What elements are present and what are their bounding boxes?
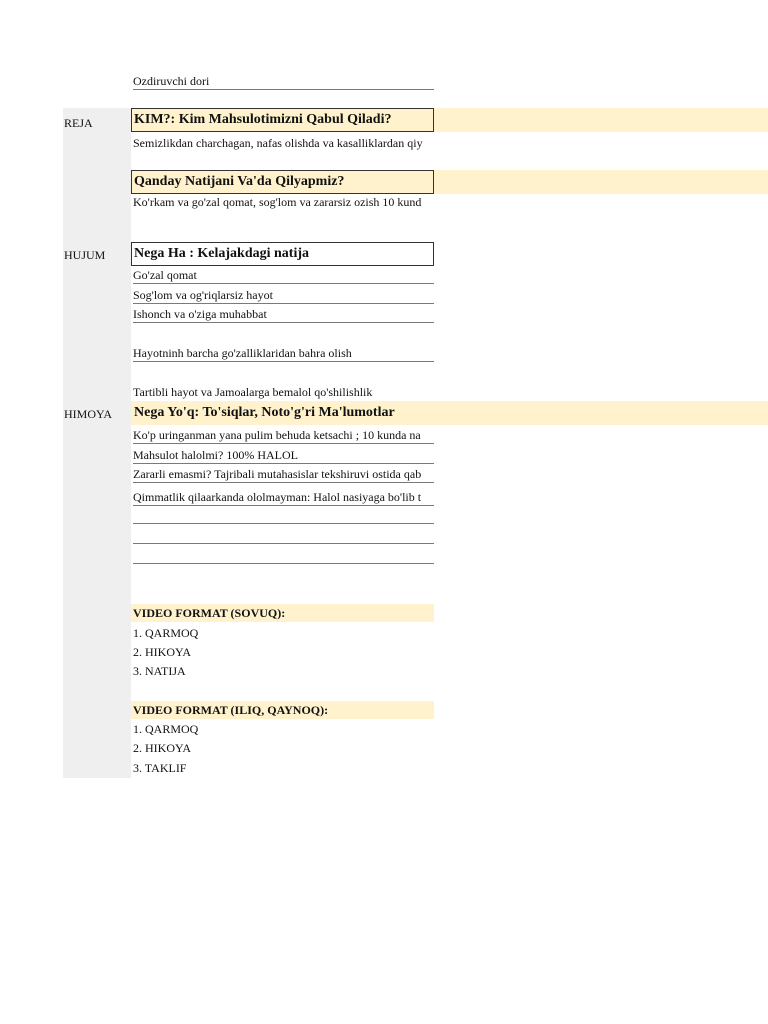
hujum-header: Nega Ha : Kelajakdagi natija bbox=[131, 242, 434, 266]
reja-row-result: Ko'rkam va go'zal qomat, sog'lom va zararsiz ozish 10 kund bbox=[133, 195, 422, 209]
section-sidebar bbox=[63, 108, 131, 778]
himoya-item: Qimmatlik qilaarkanda ololmayman: Halol nasiyaga bo'lib t bbox=[133, 490, 434, 506]
video-format-warm-title: VIDEO FORMAT (ILIQ, QAYNOQ): bbox=[131, 701, 434, 719]
empty-row bbox=[133, 530, 434, 544]
empty-row bbox=[133, 550, 434, 564]
reja-header-who: KIM?: Kim Mahsulotimizni Qabul Qiladi? bbox=[131, 108, 434, 132]
hujum-item: Hayotninh barcha go'zalliklaridan bahra olish bbox=[133, 346, 434, 362]
highlight-band bbox=[434, 170, 768, 194]
himoya-item: Zararli emasmi? Tajribali mutahasislar tekshiruvi ostida qab bbox=[133, 467, 434, 483]
sidebar-label-himoya: HIMOYA bbox=[64, 407, 112, 421]
top-note: Ozdiruvchi dori bbox=[133, 74, 434, 90]
video-cold-item: 1. QARMOQ bbox=[133, 626, 199, 640]
himoya-item: Ko'p uringanman yana pulim behuda ketsachi ; 10 kunda na bbox=[133, 428, 434, 444]
hujum-item: Tartibli hayot va Jamoalarga bemalol qo'shilishlik bbox=[133, 385, 373, 399]
himoya-item: Mahsulot halolmi? 100% HALOL bbox=[133, 448, 434, 464]
video-warm-item: 3. TAKLIF bbox=[133, 761, 187, 775]
video-warm-item: 1. QARMOQ bbox=[133, 722, 199, 736]
himoya-header: Nega Yo'q: To'siqlar, Noto'g'ri Ma'lumotlar bbox=[131, 401, 434, 425]
reja-row-target: Semizlikdan charchagan, nafas olishda va kasalliklardan qiy bbox=[133, 136, 423, 150]
empty-row bbox=[133, 510, 434, 524]
highlight-band bbox=[434, 401, 768, 425]
video-cold-item: 2. HIKOYA bbox=[133, 645, 191, 659]
highlight-band bbox=[434, 108, 768, 132]
hujum-item: Sog'lom va og'riqlarsiz hayot bbox=[133, 288, 434, 304]
sidebar-label-reja: REJA bbox=[64, 116, 93, 130]
hujum-item: Ishonch va o'ziga muhabbat bbox=[133, 307, 434, 323]
hujum-item: Go'zal qomat bbox=[133, 268, 434, 284]
sidebar-label-hujum: HUJUM bbox=[64, 248, 106, 262]
reja-header-promise: Qanday Natijani Va'da Qilyapmiz? bbox=[131, 170, 434, 194]
video-warm-item: 2. HIKOYA bbox=[133, 741, 191, 755]
video-cold-item: 3. NATIJA bbox=[133, 664, 186, 678]
video-format-cold-title: VIDEO FORMAT (SOVUQ): bbox=[131, 604, 434, 622]
